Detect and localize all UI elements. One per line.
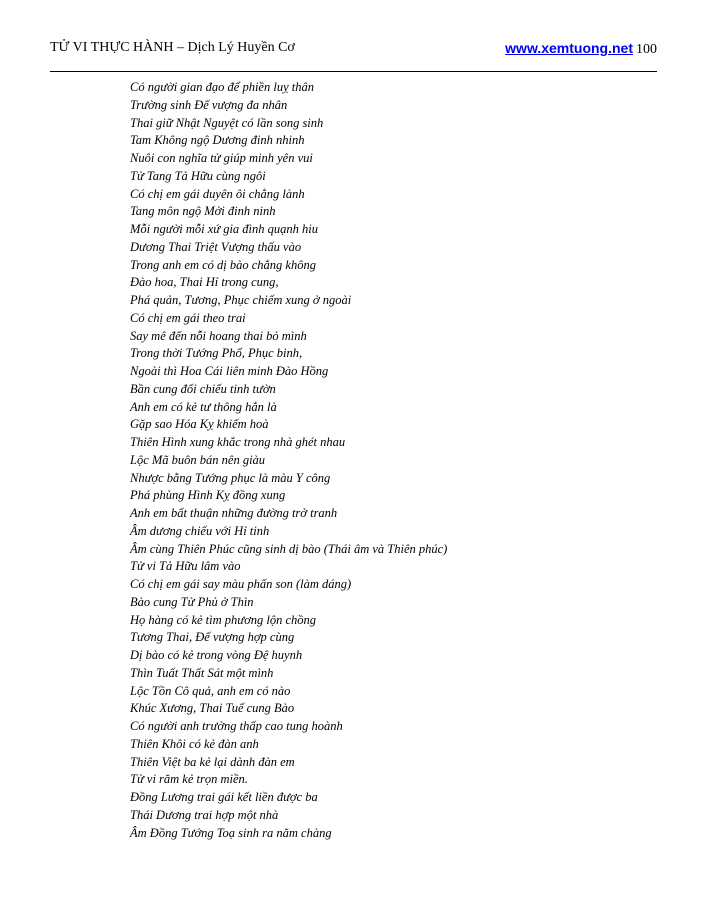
- poem-line: Say mê đến nỗi hoang thai bỏ mình: [130, 328, 307, 343]
- page-number: 100: [636, 42, 657, 57]
- poem-line: Tam Không ngộ Dương đinh nhinh: [130, 133, 305, 148]
- poem-line: Nuôi con nghĩa tử giúp minh yên vui: [130, 151, 313, 165]
- header-right: [505, 40, 657, 58]
- document-title: TỬ VI THỰC HÀNH – Dịch Lý Huyền Cơ: [50, 40, 295, 55]
- poem-line: Có chị em gái duyên ôi chẳng lành: [130, 186, 305, 201]
- poem-line: Thái Dương trai hợp một nhà: [130, 807, 279, 822]
- poem-line: Trong anh em có dị bào chẳng không: [130, 257, 316, 272]
- poem-line: Âm cùng Thiên Phúc cũng sinh dị bào (Thái âm và Thiên phúc): [130, 541, 448, 556]
- poem-line: Bào cung Tử Phủ ở Thìn: [130, 594, 254, 609]
- poem-line: Âm dương chiếu với Hỉ tinh: [130, 523, 270, 538]
- poem-line: Dị bào có kẻ trong vòng Đệ huynh: [130, 648, 303, 662]
- poem-line: Tương Thai, Đế vượng hợp cùng: [130, 630, 295, 645]
- poem-line: Tử vi răm kẻ trọn miền.: [130, 772, 248, 787]
- poem-line: Họ hàng có kẻ tìm phương lộn chồng: [130, 612, 317, 627]
- poem-line: Nhược bằng Tướng phục là màu Y công: [130, 470, 331, 485]
- poem-line: Tử Tang Tả Hữu cùng ngôi: [130, 168, 266, 183]
- poem-line: Thai giữ Nhật Nguyệt có lần song sinh: [130, 115, 324, 130]
- poem-line: Khúc Xương, Thai Tuế cung Bào: [130, 701, 295, 716]
- poem-line: Phá phùng Hình Kỵ đồng xung: [130, 488, 286, 503]
- poem-line: Tang môn ngộ Mởi đinh ninh: [130, 204, 276, 219]
- website-link[interactable]: www.xemtuong.net: [505, 40, 633, 56]
- poem-line: Bần cung đối chiếu tinh tườn: [130, 381, 276, 396]
- poem-line: Anh em bất thuận những đường trở tranh: [130, 506, 338, 520]
- poem-line: Dương Thai Triệt Vượng thấu vào: [130, 239, 302, 254]
- poem-line: Có người anh trưởng thấp cao tung hoành: [130, 719, 343, 733]
- poem-line: Thiên Khôi có kẻ đàn anh: [130, 736, 259, 751]
- poem-line: Có người gian đạo để phiền luỵ thân: [130, 80, 314, 94]
- poem-body: [130, 79, 447, 842]
- poem-line: Có chị em gái theo trai: [130, 310, 246, 325]
- poem-line: Âm Đồng Tướng Toạ sinh ra năm chàng: [130, 825, 332, 840]
- poem-line: Tử vi Tả Hữu lâm vào: [130, 559, 241, 574]
- poem-line: Lộc Tồn Cô quả, anh em có nào: [130, 683, 291, 698]
- poem-line: Thiên Việt ba kẻ lại dành đàn em: [130, 754, 295, 769]
- poem-line: Đào hoa, Thai Hỉ trong cung,: [130, 275, 279, 290]
- poem-line: Mỗi người mỗi xứ gia đình quạnh hiu: [130, 222, 319, 236]
- poem-line: Gặp sao Hóa Kỵ khiếm hoà: [130, 417, 269, 432]
- poem-line: Phá quản, Tương, Phục chiếm xung ở ngoài: [130, 293, 352, 307]
- poem-line: Đồng Lương trai gái kết liền được ba: [130, 790, 318, 804]
- poem-line: Có chị em gái say màu phấn son (làm dáng): [130, 577, 352, 591]
- poem-line: Ngoài thì Hoa Cái liên minh Đào Hồng: [130, 364, 329, 378]
- poem-line: Trường sinh Đế vượng đa nhân: [130, 97, 288, 112]
- header-divider: [50, 71, 657, 72]
- poem-line: Thìn Tuất Thất Sát một mình: [130, 665, 274, 680]
- poem-line: Anh em có kẻ tư thông hẳn là: [130, 399, 277, 414]
- poem-line: Lộc Mã buôn bán nên giàu: [130, 452, 266, 467]
- poem-line: Trong thời Tướng Phổ, Phục binh,: [130, 346, 303, 361]
- poem-line: Thiên Hình xung khắc trong nhà ghét nhau: [130, 435, 346, 449]
- page-header: [50, 40, 657, 60]
